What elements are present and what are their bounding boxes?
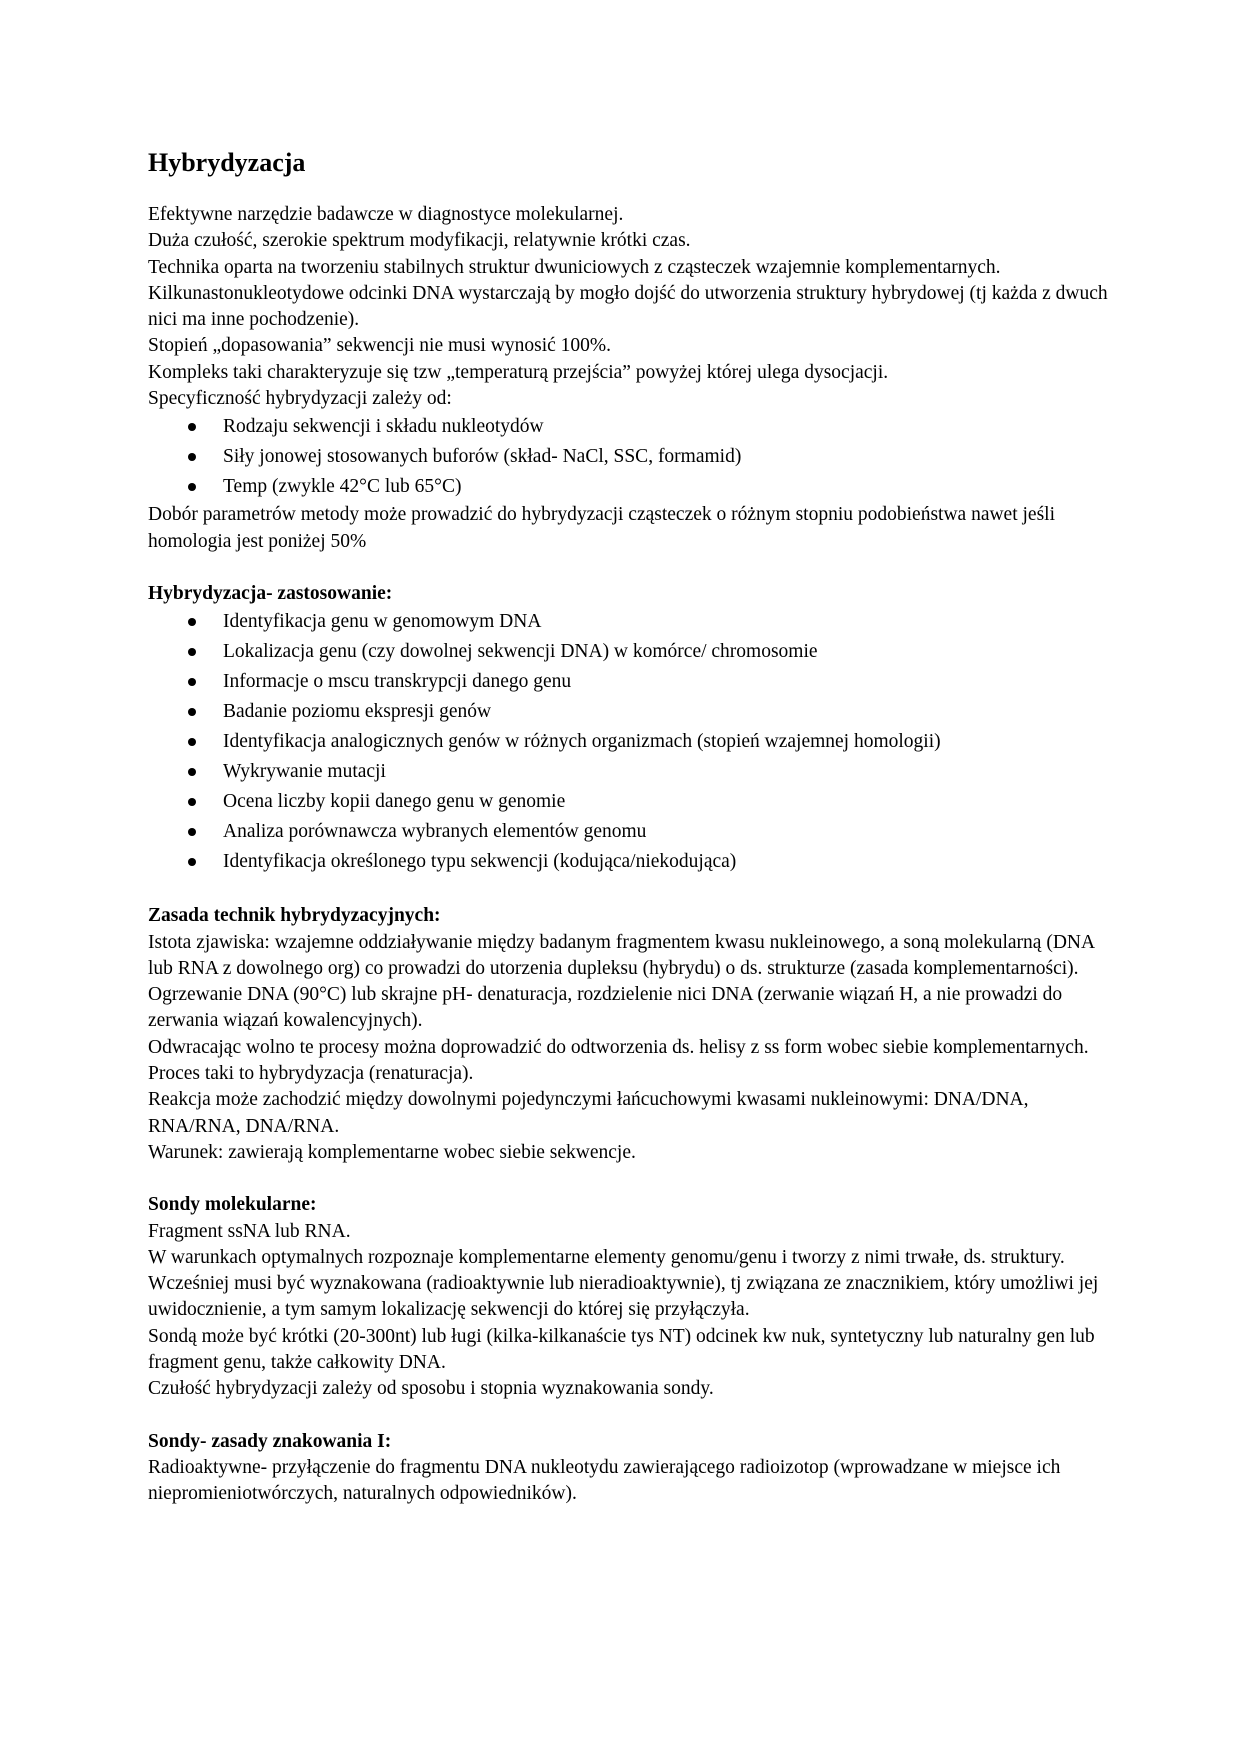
paragraph: Duża czułość, szerokie spektrum modyfikacji, relatywnie krótki czas. (148, 230, 691, 252)
paragraph: Stopień „dopasowania” sekwencji nie musi wynosić 100%. (148, 335, 612, 357)
bullet-icon (188, 858, 196, 866)
specificity-list (148, 412, 1108, 502)
paragraph: Efektywne narzędzie badawcze w diagnostyce molekularnej. (148, 204, 624, 225)
probes-section (148, 1192, 1108, 1402)
paragraph: Kilkunastonukleotydowe odcinki DNA wystarczają by mogło dojść do utworzenia struktury hybrydowej (tj każda z dwuch nici ma inne pochodzenie). (148, 282, 1108, 331)
bullet-icon (188, 798, 196, 806)
list-item: Identyfikacja określonego typu sekwencji (kodująca/niekodująca) (148, 847, 1108, 877)
applications-section (148, 581, 1108, 877)
bullet-icon (188, 678, 196, 686)
bullet-icon (188, 828, 196, 836)
paragraph: Fragment ssNA lub RNA. (148, 1220, 351, 1242)
paragraph: Istota zjawiska: wzajemne oddziaływanie między badanym fragmentem kwasu nukleinowego, a soną molekularną (DNA lub RNA z dowolnego org) co prowadzi do utorzenia dupleksu (hybrydu) o ds. strukturze (zasada komplementarności). (148, 931, 1094, 979)
section-heading: Sondy- zasady znakowania I: (148, 1430, 392, 1452)
list-item: Identyfikacja analogicznych genów w różnych organizmach (stopień wzajemnej homologii) (148, 727, 1108, 757)
paragraph: Wcześniej musi być wyznakowana (radioaktywnie lub nieradioaktywnie), tj związana ze znacznikiem, który umożliwi jej uwidocznienie, a tym samym lokalizację sekwencji do której się przyłączyła. (148, 1273, 1099, 1321)
paragraph: Radioaktywne- przyłączenie do fragmentu DNA nukleotydu zawierającego radioizotop (wprowadzane w miejsce ich niepromieniotwórczych, naturalnych odpowiedników). (148, 1456, 1061, 1505)
bullet-icon (188, 708, 196, 716)
paragraph: Reakcja może zachodzić między dowolnymi pojedynczymi łańcuchowymi kwasami nukleinowymi: DNA/DNA, RNA/RNA, DNA/RNA. (148, 1089, 1029, 1137)
applications-list (148, 607, 1108, 877)
list-item: Lokalizacja genu (czy dowolnej sekwencji DNA) w komórce/ chromosomie (148, 637, 1108, 667)
paragraph: Technika oparta na tworzeniu stabilnych struktur dwuniciowych z cząsteczek wzajemnie komplementarnych. (148, 256, 1001, 278)
paragraph: Warunek: zawierają komplementarne wobec siebie sekwencje. (148, 1141, 636, 1163)
paragraph: Czułość hybrydyzacji zależy od sposobu i stopnia wyznakowania sondy. (148, 1378, 714, 1400)
section-heading: Sondy molekularne: (148, 1194, 317, 1216)
bullet-icon (188, 738, 196, 746)
list-item: Informacje o mscu transkrypcji danego genu (148, 667, 1108, 697)
list-item: Ocena liczby kopii danego genu w genomie (148, 787, 1108, 817)
list-item: Siły jonowej stosowanych buforów (skład- NaCl, SSC, formamid) (148, 442, 1108, 472)
intro-section (148, 202, 1108, 555)
paragraph: Odwracając wolno te procesy można doprowadzić do odtworzenia ds. helisy z ss form wobec siebie komplementarnych. Proces taki to hybrydyzacja (renaturacja). (148, 1036, 1089, 1085)
paragraph: W warunkach optymalnych rozpoznaje komplementarne elementy genomu/genu i tworzy z nimi trwałe, ds. struktury. (148, 1246, 1065, 1268)
page-title: Hybrydyzacja (148, 148, 306, 177)
document-page (148, 146, 1108, 1508)
bullet-icon (188, 453, 196, 461)
paragraph: Sondą może być krótki (20-300nt) lub ługi (kilka-kilkanaście tys NT) odcinek kw nuk, syntetyczny lub naturalny gen lub fragment genu, także całkowity DNA. (148, 1325, 1095, 1374)
section-heading: Hybrydyzacja- zastosowanie: (148, 582, 393, 604)
paragraph: Specyficzność hybrydyzacji zależy od: (148, 388, 452, 410)
list-item: Wykrywanie mutacji (148, 757, 1108, 787)
bullet-icon (188, 648, 196, 656)
paragraph: Ogrzewanie DNA (90°C) lub skrajne pH- denaturacja, rozdzielenie nici DNA (zerwanie wiązań H, a nie prowadzi do zerwania wiązań kowalencyjnych). (148, 984, 1063, 1032)
labeling-section (148, 1429, 1108, 1508)
paragraph: Kompleks taki charakteryzuje się tzw „temperaturą przejścia” powyżej której ulega dysocjacji. (148, 361, 889, 383)
list-item: Analiza porównawcza wybranych elementów genomu (148, 817, 1108, 847)
bullet-icon (188, 768, 196, 776)
list-item: Identyfikacja genu w genomowym DNA (148, 607, 1108, 637)
paragraph: Dobór parametrów metody może prowadzić do hybrydyzacji cząsteczek o różnym stopniu podobieństwa nawet jeśli homologia jest poniżej 50% (148, 504, 1055, 552)
section-heading: Zasada technik hybrydyzacyjnych: (148, 905, 441, 927)
bullet-icon (188, 618, 196, 626)
list-item: Rodzaju sekwencji i składu nukleotydów (148, 412, 1108, 442)
principles-section (148, 903, 1108, 1166)
bullet-icon (188, 423, 196, 431)
list-item: Badanie poziomu ekspresji genów (148, 697, 1108, 727)
bullet-icon (188, 483, 196, 491)
list-item: Temp (zwykle 42°C lub 65°C) (148, 472, 1108, 502)
